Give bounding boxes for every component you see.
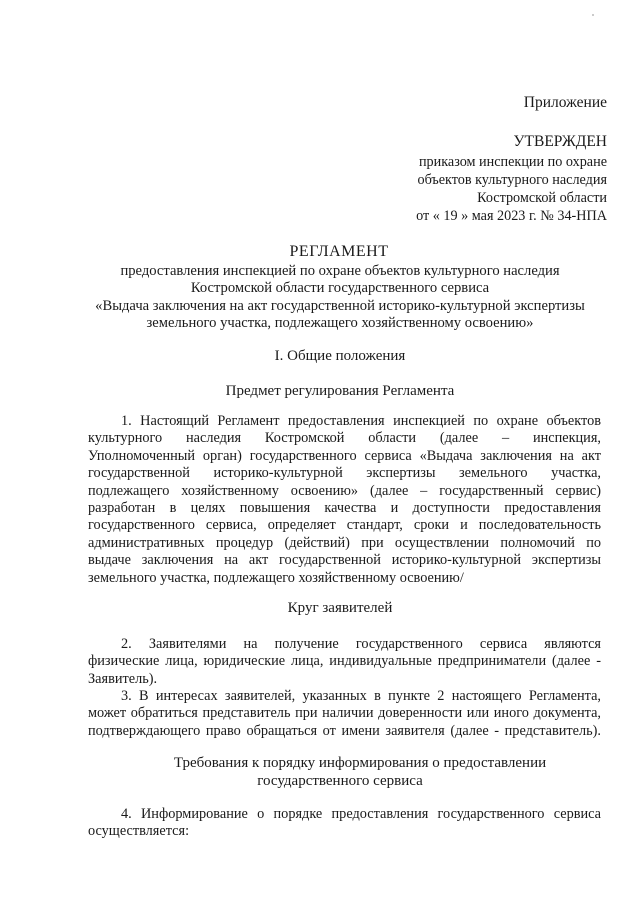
paragraph-2 xyxy=(88,636,601,688)
scan-artifact xyxy=(592,14,594,16)
paragraph-line: подлежащего хозяйственному освоению» (далее – государственный сервис) xyxy=(88,482,601,499)
paragraph-line: осуществляется: xyxy=(88,823,190,840)
paragraph-line: государственной историко-культурной экспертизы земельного участка, xyxy=(88,465,601,482)
paragraph-line: земельного участка, подлежащего хозяйственному освоению/ xyxy=(88,569,464,586)
document-subtitle-line: предоставления инспекцией по охране объектов культурного наследия xyxy=(120,263,560,279)
subsection-heading: Требования к порядку информирования о предоставлении xyxy=(173,755,547,771)
document-subtitle-line: «Выдача заключения на акт государственной историко-культурной экспертизы xyxy=(95,298,585,314)
paragraph-line: 3. В интересах заявителей, указанных в пункте 2 настоящего Регламента, xyxy=(121,688,601,704)
approval-order-line: приказом инспекции по охране xyxy=(418,154,607,170)
paragraph-line: выдаче заключения на акт государственной историко-культурной экспертизы xyxy=(88,552,601,569)
subsection-heading: Круг заявителей xyxy=(287,600,393,616)
approval-date-line: от « 19 » мая 2023 г. № 34-НПА xyxy=(416,208,607,224)
document-title: РЕГЛАМЕНТ xyxy=(289,243,389,260)
appendix-label: Приложение xyxy=(523,94,607,111)
paragraph-line: 4. Информирование о порядке предоставления государственного сервиса xyxy=(121,806,601,822)
paragraph-1 xyxy=(88,413,601,587)
paragraph-line: 1. Настоящий Регламент предоставления инспекцией по охране объектов xyxy=(121,413,601,429)
paragraph-line: Уполномоченный орган) государственного сервиса «Выдача заключения на акт xyxy=(88,447,601,464)
subsection-heading: Предмет регулирования Регламента xyxy=(225,383,455,399)
paragraph-line: государственного сервиса, определяет стандарт, сроки и последовательность xyxy=(88,517,601,534)
paragraph-line: Заявитель). xyxy=(88,670,158,687)
paragraph-line: 2. Заявителями на получение государственного сервиса являются xyxy=(121,636,601,652)
approval-order-line: объектов культурного наследия xyxy=(417,172,607,188)
paragraph-3 xyxy=(88,688,601,740)
paragraph-line: административных процедур (действий) при осуществлении полномочий по xyxy=(88,534,601,551)
paragraph-line: подтверждающего право обращаться от имени заявителя (далее - представитель). xyxy=(88,722,601,739)
paragraph-line: культурного наследия Костромской области (далее – инспекция, xyxy=(88,430,601,447)
section-heading: I. Общие положения xyxy=(274,348,406,364)
paragraph-line: разработан в целях повышения качества и доступности предоставления xyxy=(88,500,601,517)
document-subtitle-line: земельного участка, подлежащего хозяйственному освоению» xyxy=(146,315,534,331)
paragraph-line: может обратиться представитель при наличии доверенности или иного документа, xyxy=(88,705,601,722)
paragraph-4 xyxy=(88,806,601,841)
approved-stamp-text: УТВЕРЖДЕН xyxy=(513,133,607,150)
paragraph-line: физические лица, юридические лица, индивидуальные предприниматели (далее - xyxy=(88,653,601,670)
subsection-heading: государственного сервиса xyxy=(257,773,423,789)
approval-order-line: Костромской области xyxy=(477,190,607,206)
document-subtitle-line: Костромской области государственного сервиса xyxy=(190,280,490,296)
